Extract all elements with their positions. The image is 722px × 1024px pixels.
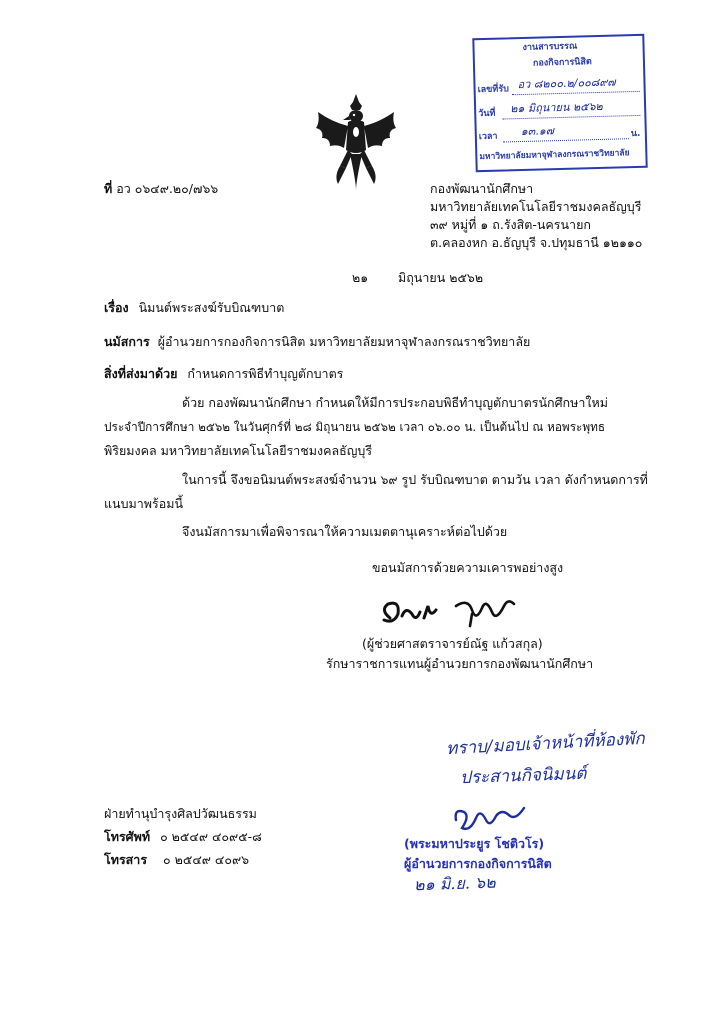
- receiving-stamp: [472, 34, 647, 172]
- body-p1-line2: ประจำปีการศึกษา ๒๕๖๒ ในวันศุกร์ที่ ๒๘ มิถุนายน ๒๕๖๒ เวลา ๐๖.๐๐ น. เป็นต้นไป ณ หอพระพุทธ: [104, 420, 606, 434]
- closing: ขอนมัสการด้วยความเคารพอย่างสูง: [372, 560, 564, 575]
- sender-line-4: ต.คลองหก อ.ธัญบุรี จ.ปทุมธานี ๑๒๑๑๐: [430, 235, 643, 250]
- recipient-label: นมัสการ: [104, 334, 150, 349]
- stamp-time-value: ๑๓.๑๗: [520, 124, 555, 139]
- director-name: (พระมหาประยูร โชติวโร): [404, 836, 545, 851]
- subject-label: เรื่อง: [104, 300, 129, 315]
- signature-mark: [372, 592, 532, 632]
- body-p3: จึงนมัสการมาเพื่อพิจารณาให้ความเมตตานุเคราะห์ต่อไปด้วย: [182, 524, 508, 539]
- body-p2-line1: ในการนี้ จึงขอนิมนต์พระสงฆ์จำนวน ๖๙ รูป รับบิณฑบาต ตามวัน เวลา ดังกำหนดการที่: [182, 472, 648, 487]
- contact-phone: [104, 829, 262, 845]
- director-date: ๒๑ มิ.ย. ๖๒: [413, 872, 496, 895]
- director-signature-mark: [450, 802, 530, 836]
- enclosure-label: สิ่งที่ส่งมาด้วย: [104, 366, 178, 381]
- date-month-year: มิถุนายน ๒๕๖๒: [398, 270, 484, 285]
- fax-label: โทรสาร: [104, 852, 148, 867]
- stamp-receive-no-label: เลขที่รับ: [477, 84, 509, 96]
- recipient: [104, 334, 530, 350]
- phone-value: ๐ ๒๕๔๙ ๔๐๙๕-๘: [160, 829, 262, 844]
- enclosure-value: กำหนดการพิธีทำบุญตักบาตร: [187, 366, 344, 381]
- subject-value: นิมนต์พระสงฆ์รับบิณฑบาต: [138, 300, 285, 315]
- fax-value: ๐ ๒๕๔๙ ๔๐๙๖: [163, 852, 250, 867]
- body-p2-line2: แนบมาพร้อมนี้: [104, 496, 184, 511]
- stamp-date-value: ๒๑ มิถุนายน ๒๕๖๒: [509, 99, 603, 116]
- handwritten-note-line1: ทราบ/มอบเจ้าหน้าที่ห้องพัก: [445, 728, 646, 760]
- enclosure: [104, 366, 343, 382]
- recipient-value: ผู้อำนวยการกองกิจการนิสิต มหาวิทยาลัยมหาจุฬาลงกรณราชวิทยาลัย: [157, 334, 531, 349]
- date-day: ๒๑: [352, 270, 369, 285]
- body-p1-line3: พิริยมงคล มหาวิทยาลัยเทคโนโลยีราชมงคลธัญบุรี: [104, 443, 373, 458]
- reference: [104, 181, 218, 197]
- garuda-emblem-icon: [310, 92, 402, 192]
- stamp-time-suffix: น.: [630, 128, 641, 140]
- signer-title: รักษาราชการแทนผู้อำนวยการกองพัฒนานักศึกษา: [326, 656, 594, 671]
- subject: [104, 300, 284, 316]
- signer-name: (ผู้ช่วยศาสตราจารย์ณัฐ แก้วสกุล): [362, 636, 543, 651]
- reference-label: ที่: [104, 181, 113, 196]
- phone-label: โทรศัพท์: [104, 829, 151, 844]
- stamp-time-label: เวลา: [478, 131, 498, 143]
- stamp-division: กองกิจการนิสิต: [532, 57, 592, 69]
- handwritten-note-line2: ประสานกิจนิมนต์: [459, 763, 587, 789]
- sender-line-2: มหาวิทยาลัยเทคโนโลยีราชมงคลธัญบุรี: [430, 199, 642, 214]
- stamp-date-label: วันที่: [478, 108, 496, 120]
- director-title: ผู้อำนวยการกองกิจการนิสิต: [404, 856, 552, 871]
- stamp-receive-no-value: อว ๘๒๐๐.๒/๐๐๘๙๗: [517, 75, 616, 92]
- body-p1-line1: ด้วย กองพัฒนานักศึกษา กำหนดให้มีการประกอบพิธีทำบุญตักบาตรนักศึกษาใหม่: [182, 395, 608, 410]
- contact-dept: ฝ่ายทำนุบำรุงศิลปวัฒนธรรม: [104, 806, 257, 821]
- reference-value: อว ๐๖๔๙.๒๐/๗๖๖: [116, 181, 219, 196]
- sender-line-3: ๓๙ หมู่ที่ ๑ ถ.รังสิต-นครนายก: [430, 217, 591, 232]
- stamp-university: มหาวิทยาลัยมหาจุฬาลงกรณราชวิทยาลัย: [479, 148, 630, 163]
- stamp-org: งานสารบรรณ: [522, 41, 578, 53]
- contact-fax: [104, 852, 249, 868]
- sender-line-1: กองพัฒนานักศึกษา: [430, 181, 534, 196]
